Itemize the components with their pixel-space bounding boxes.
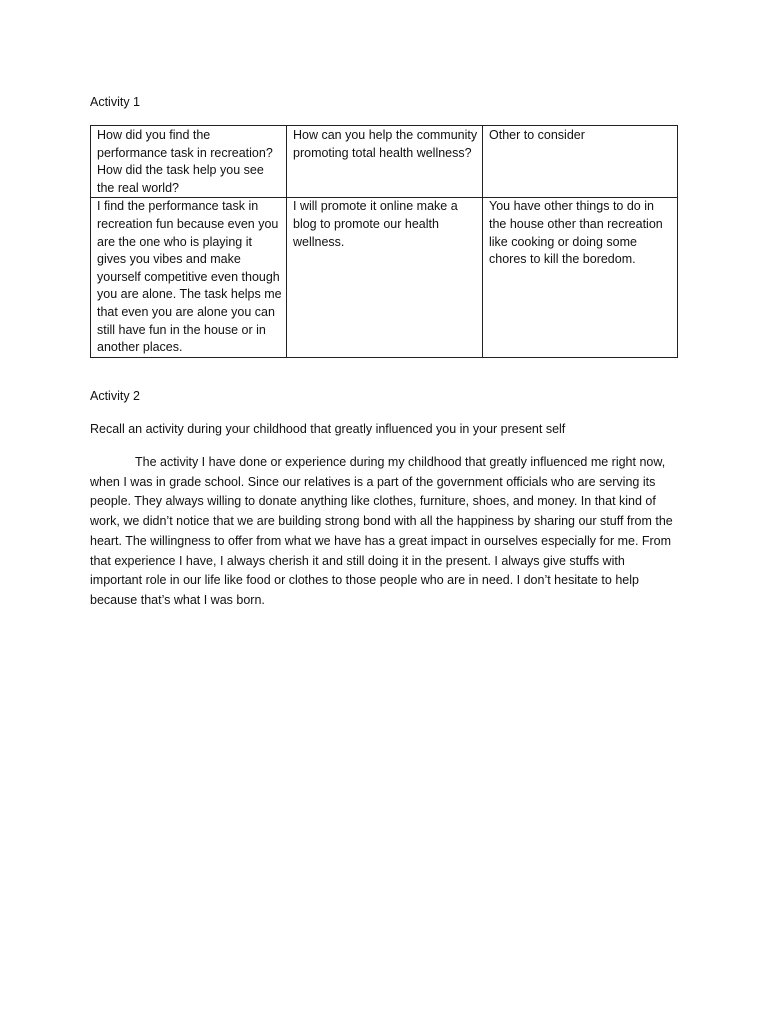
activity-2-prompt: Recall an activity during your childhood that greatly influenced you in your present self	[90, 422, 566, 436]
table-header-cell-community: How can you help the community promoting total health wellness?	[287, 126, 483, 198]
table-row	[91, 198, 678, 357]
table-cell-community-answer: I will promote it online make a blog to promote our health wellness.	[287, 198, 483, 357]
activity-1-table	[90, 125, 678, 358]
table-cell-other-answer: You have other things to do in the house other than recreation like cooking or doing some chores to kill the boredom.	[483, 198, 678, 357]
activity-2-heading: Activity 2	[90, 389, 141, 403]
table-header-row	[91, 126, 678, 198]
table-header-cell-recreation: How did you find the performance task in recreation? How did the task help you see the real world?	[91, 126, 287, 198]
activity-2-answer-paragraph: The activity I have done or experience during my childhood that greatly influenced me right now, when I was in grade school. Since our relatives is a part of the government officials who are serving its people. They always willing to donate anything like clothes, furniture, shoes, and money. In that kind of work, we didn’t notice that we are building strong bond with all the happiness by sharing our stuff from the heart. The willingness to offer from what we have has a great impact in ourselves especially for me. From that experience I have, I always cherish it and still doing it in the present. I always give stuffs with important role in our life like food or clothes to those people who are in need. I don’t hesitate to help because that’s what I was born.	[90, 455, 673, 607]
table-cell-recreation-answer: I find the performance task in recreation fun because even you are the one who is playing it gives you vibes and make yourself competitive even though you are alone. The task helps me that even you are alone you can still have fun in the house or in another places.	[91, 198, 287, 357]
table-header-cell-other: Other to consider	[483, 126, 678, 198]
activity-1-heading: Activity 1	[90, 95, 141, 109]
